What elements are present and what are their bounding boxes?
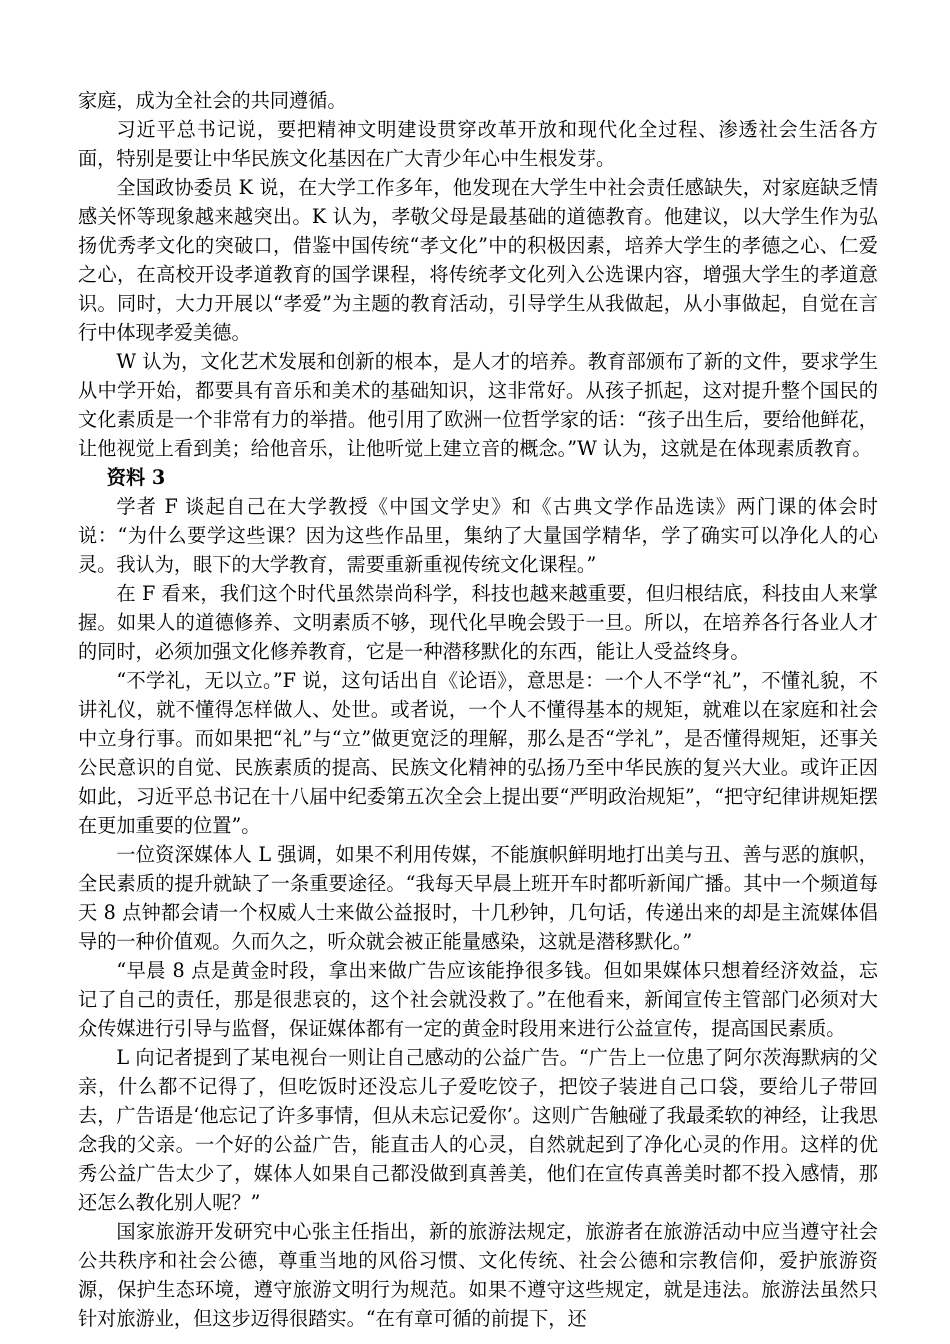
paragraph: 全国政协委员 K 说，在大学工作多年，他发现在大学生中社会责任感缺失，对家庭缺乏情感关怀等现象越来越突出。K 认为，孝敬父母是最基础的道德教育。他建议，以大学生作为弘扬优秀孝文化的突破口，借鉴中国传统“孝文化”中的积极因素，培养大学生的孝德之心、仁爱之心，在高校开设孝道教育的国学课程，将传统孝文化列入公选课内容，增强大学生的孝道意识。同时，大力开展以“孝爱”为主题的教育活动，引导学生从我做起，从小事做起，自觉在言行中体现孝爱美德。 (78, 176, 878, 344)
paragraph: W 认为，文化艺术发展和创新的根本，是人才的培养。教育部颁布了新的文件，要求学生从中学开始，都要具有音乐和美术的基础知识，这非常好。从孩子抓起，这对提升整个国民的文化素质是一个非常有力的举措。他引用了欧洲一位哲学家的话：“孩子出生后，要给他鲜花，让他视觉上看到美；给他音乐，让他听觉上建立音的概念。”W 认为，这就是在体现素质教育。 (78, 350, 878, 460)
paragraph: 一位资深媒体人 L 强调，如果不利用传媒，不能旗帜鲜明地打出美与丑、善与恶的旗帜，全民素质的提升就缺了一条重要途径。“我每天早晨上班开车时都听新闻广播。其中一个频道每天 8 点钟都会请一个权威人士来做公益报时，十几秒钟，几句话，传递出来的却是主流媒体倡导的一种价值观。久而久之，听众就会被正能量感染，这就是潜移默化。” (78, 843, 878, 953)
paragraph: 国家旅游开发研究中心张主任指出，新的旅游法规定，旅游者在旅游活动中应当遵守社会公共秩序和社会公德，尊重当地的风俗习惯、文化传统、社会公德和宗教信仰，爱护旅游资源，保护生态环境，遵守旅游文明行为规范。如果不遵守这些规定，就是违法。旅游法虽然只针对旅游业，但这步迈得很踏实。“在有章可循的前提下，还 (78, 1220, 878, 1330)
paragraph: “不学礼，无以立。”F 说，这句话出自《论语》，意思是：一个人不学“礼”，不懂礼貌，不讲礼仪，就不懂得怎样做人、处世。或者说，一个人不懂得基本的规矩，就难以在家庭和社会中立身行事。而如果把“礼”与“立”做更宽泛的理解，那么是否“学礼”，是否懂得规矩，还事关公民意识的自觉、民族素质的提高、民族文化精神的弘扬乃至中华民族的复兴大业。或许正因如此，习近平总书记在十八届中纪委第五次全会上提出要“严明政治规矩”，“把守纪律讲规矩摆在更加重要的位置”。 (78, 669, 878, 837)
paragraph: “早晨 8 点是黄金时段，拿出来做广告应该能挣很多钱。但如果媒体只想着经济效益，忘记了自己的责任，那是很悲哀的，这个社会就没救了。”在他看来，新闻宣传主管部门必须对大众传媒进行引导与监督，保证媒体都有一定的黄金时段用来进行公益宣传，提高国民素质。 (78, 959, 878, 1040)
paragraph: 习近平总书记说，要把精神文明建设贯穿改革开放和现代化全过程、渗透社会生活各方面，特别是要让中华民族文化基因在广大青少年心中生根发芽。 (78, 118, 878, 170)
paragraph: 家庭，成为全社会的共同遵循。 (78, 89, 347, 112)
paragraph: 学者 F 谈起自己在大学教授《中国文学史》和《古典文学作品选读》两门课的体会时说：“为什么要学这些课？因为这些作品里，集纳了大量国学精华，学了确实可以净化人的心灵。我认为，眼下的大学教育，需要重新重视传统文化课程。” (78, 495, 878, 576)
document-page (78, 86, 878, 1333)
section-heading: 资料 3 (106, 466, 166, 489)
paragraph: L 向记者提到了某电视台一则让自己感动的公益广告。“广告上一位患了阿尔茨海默病的父亲，什么都不记得了，但吃饭时还没忘儿子爱吃饺子，把饺子装进自己口袋，要给儿子带回去，广告语是‘他忘记了许多事情，但从未忘记爱你’。这则广告触碰了我最柔软的神经，让我思念我的父亲。一个好的公益广告，能直击人的心灵，自然就起到了净化心灵的作用。这样的优秀公益广告太少了，媒体人如果自己都没做到真善美，他们在宣传真善美时都不投入感情，那还怎么教化别人呢？” (78, 1046, 878, 1214)
paragraph: 在 F 看来，我们这个时代虽然崇尚科学，科技也越来越重要，但归根结底，科技由人来掌握。如果人的道德修养、文明素质不够，现代化早晚会毁于一旦。所以，在培养各行各业人才的同时，必须加强文化修养教育，它是一种潜移默化的东西，能让人受益终身。 (78, 582, 878, 663)
